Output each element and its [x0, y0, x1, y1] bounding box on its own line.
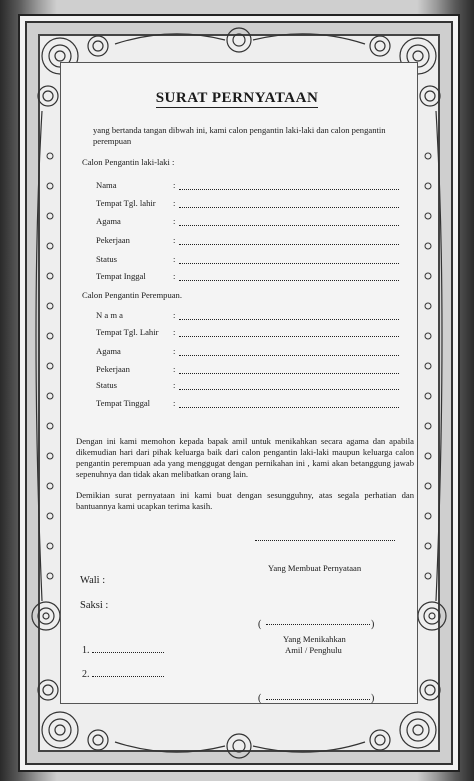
rose-ornament-right-middle	[418, 602, 446, 630]
fill-in-line[interactable]	[179, 263, 399, 264]
field-label: Tempat Tgl. Lahir	[96, 327, 159, 337]
groom-field-occupation	[96, 235, 406, 247]
field-label: Tempat Tgl. lahir	[96, 198, 156, 208]
field-colon: :	[173, 380, 176, 390]
field-colon: :	[173, 216, 176, 226]
bride-field-religion	[96, 346, 406, 358]
field-label: Pekerjaan	[96, 364, 130, 374]
fill-in-line[interactable]	[179, 244, 399, 245]
groom-field-name	[96, 180, 406, 192]
maker-label: Yang Membuat Pernyataan	[268, 563, 362, 573]
witness-2-number: 2.	[82, 669, 90, 680]
fill-in-line[interactable]	[179, 355, 399, 356]
field-colon: :	[173, 398, 176, 408]
fill-in-line[interactable]	[179, 336, 399, 337]
fill-in-line[interactable]	[179, 319, 399, 320]
document-title: SURAT PERNYATAAN	[155, 90, 319, 106]
fill-in-line[interactable]	[179, 189, 399, 190]
groom-field-religion	[96, 216, 406, 228]
saksi-label: Saksi :	[80, 600, 109, 611]
field-label: Pekerjaan	[96, 235, 130, 245]
officiant-name-line[interactable]	[266, 624, 370, 625]
field-label: Status	[96, 380, 118, 390]
field-label: Nama	[96, 180, 117, 190]
field-colon: :	[173, 364, 176, 374]
officiant-signature-line[interactable]	[266, 699, 370, 700]
rose-ornament-top-middle	[227, 28, 251, 52]
fill-in-line[interactable]	[179, 225, 399, 226]
wali-label: Wali :	[80, 575, 106, 586]
officiant-signature-bracket-close: )	[371, 693, 375, 704]
officiant-title: Amil / Penghulu	[285, 645, 342, 655]
officiant-bracket-close: )	[371, 619, 375, 630]
bride-field-status	[96, 380, 406, 392]
intro-text: yang bertanda tangan dibwah ini, kami calon pengantin laki-laki dan calon pengantin perempuan	[93, 125, 386, 146]
officiant-label: Yang Menikahkan	[283, 634, 346, 644]
groom-section-heading: Calon Pengantin laki-laki :	[82, 157, 175, 167]
fill-in-line[interactable]	[179, 207, 399, 208]
field-colon: :	[173, 271, 176, 281]
groom-field-status	[96, 254, 406, 266]
field-label: Status	[96, 254, 118, 264]
closing-paragraph: Demikian surat pernyataan ini kami buat dengan sesungguhny, atas segala perhatian dan bantuannya kami ucapkan terima kasih.	[76, 490, 414, 511]
bride-section-heading: Calon Pengantin Perempuan.	[82, 290, 183, 300]
bride-field-occupation	[96, 364, 406, 376]
officiant-bracket-open: (	[258, 619, 262, 630]
groom-field-birth	[96, 198, 406, 210]
field-colon: :	[173, 180, 176, 190]
field-label: N a m a	[96, 310, 123, 320]
field-colon: :	[173, 346, 176, 356]
witness-2-line[interactable]	[92, 676, 164, 677]
field-label: Agama	[96, 346, 121, 356]
field-label: Tempat Tinggal	[96, 398, 151, 408]
bride-field-residence	[96, 398, 406, 410]
fill-in-line[interactable]	[179, 407, 399, 408]
groom-field-residence	[96, 271, 406, 283]
field-colon: :	[173, 235, 176, 245]
field-label: Tempat Inggal	[96, 271, 146, 281]
field-colon: :	[173, 198, 176, 208]
fill-in-line[interactable]	[179, 373, 399, 374]
witness-1-number: 1.	[82, 645, 90, 656]
bride-field-birth	[96, 327, 406, 339]
rose-ornament-left-middle	[32, 602, 60, 630]
bride-field-name	[96, 310, 406, 322]
fill-in-line[interactable]	[179, 280, 399, 281]
field-colon: :	[173, 254, 176, 264]
field-colon: :	[173, 310, 176, 320]
maker-signature-line[interactable]	[255, 540, 395, 541]
rose-ornament-bottom-middle	[227, 734, 251, 758]
statement-paragraph: Dengan ini kami memohon kepada bapak amil untuk menikahkan secara agama dan apabila dikemudian hari dari pihak keluarga baik dari calon pengantin laki-laki maupun keluarga calon pengantin perempuan ada yang menggugat dengan pernikahan ini , kami akan betanggung jawab sepenuhnya dan tidak akan melibatkan orang lain.	[76, 436, 414, 479]
officiant-signature-bracket-open: (	[258, 693, 262, 704]
fill-in-line[interactable]	[179, 389, 399, 390]
witness-1-line[interactable]	[92, 652, 164, 653]
field-label: Agama	[96, 216, 121, 226]
field-colon: :	[173, 327, 176, 337]
